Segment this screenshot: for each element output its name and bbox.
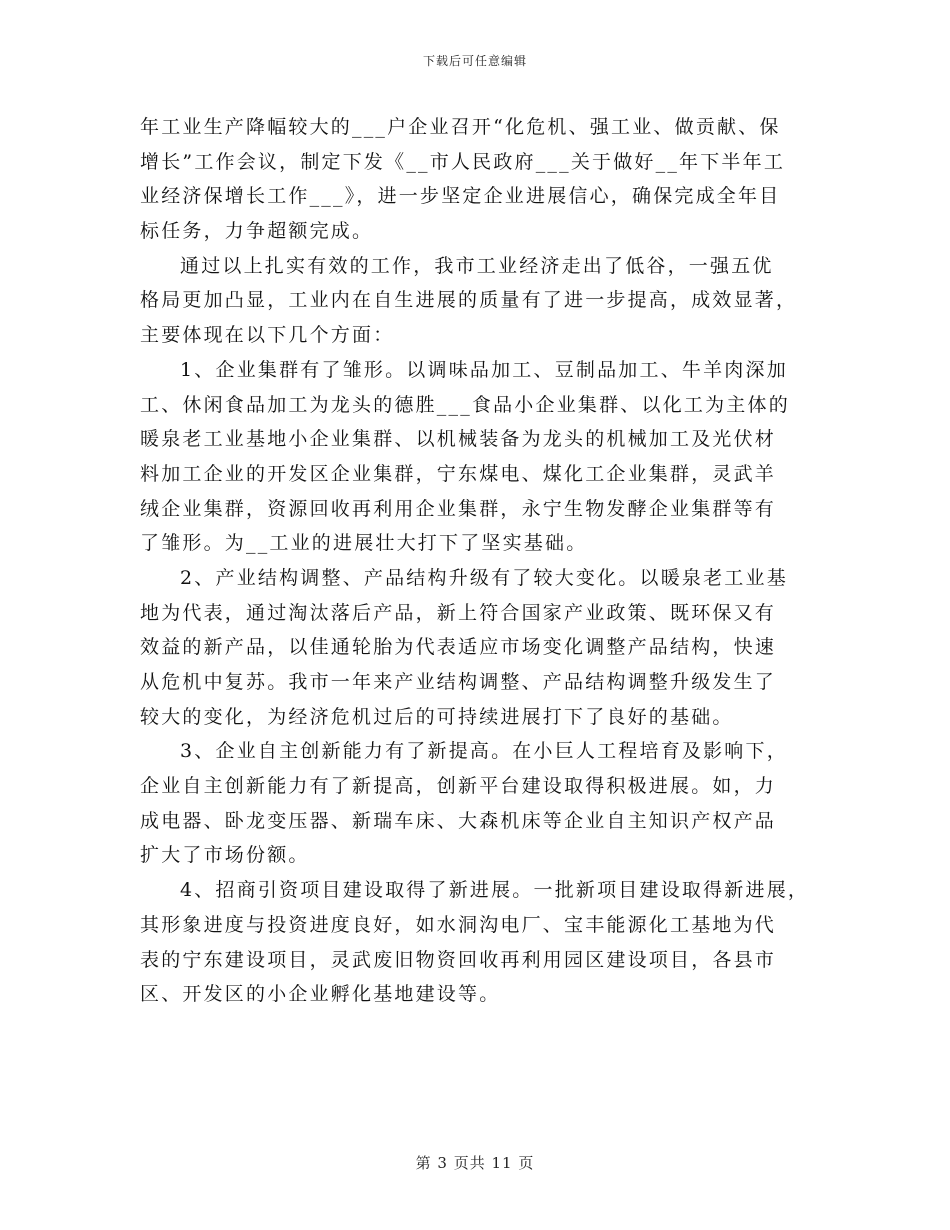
text-line: 业经济保增长工作___》，进一步坚定企业进展信心，确保完成全年目 bbox=[140, 185, 781, 208]
text-line: 绒企业集群，资源回收再利用企业集群，永宁生物发酵企业集群等有 bbox=[140, 497, 777, 520]
text-line: 扩大了市场份额。 bbox=[140, 844, 310, 867]
text-line: 其形象进度与投资进度良好，如水洞沟电厂、宝丰能源化工基地为代 bbox=[140, 913, 777, 936]
text-line: 暖泉老工业基地小企业集群、以机械装备为龙头的机械加工及光伏材 bbox=[140, 428, 777, 451]
text-line: 2、产业结构调整、产品结构升级有了较大变化。以暖泉老工业基 bbox=[180, 566, 788, 589]
text-line: 增长”工作会议，制定下发《__市人民政府___关于做好__年下半年工 bbox=[140, 150, 786, 173]
text-line: 1、企业集群有了雏形。以调味品加工、豆制品加工、牛羊肉深加 bbox=[180, 358, 788, 381]
text-line: 年工业生产降幅较大的___户企业召开“化危机、强工业、做贡献、保 bbox=[140, 116, 781, 138]
text-line: 表的宁东建设项目，灵武废旧物资回收再利用园区建设项目，各县市 bbox=[140, 948, 777, 971]
text-line: 了雏形。为__工业的进展壮大打下了坚实基础。 bbox=[140, 532, 588, 555]
text-line: 格局更加凸显，工业内在自生进展的质量有了进一步提高，成效显著， bbox=[140, 289, 798, 312]
text-line: 较大的变化，为经济危机过后的可持续进展打下了良好的基础。 bbox=[140, 705, 734, 728]
text-line: 通过以上扎实有效的工作，我市工业经济走出了低谷，一强五优 bbox=[180, 254, 774, 277]
page-header: 下载后可任意编辑 bbox=[422, 54, 527, 68]
text-line: 料加工企业的开发区企业集群，宁东煤电、煤化工企业集群，灵武羊 bbox=[140, 462, 777, 485]
text-line: 标任务，力争超额完成。 bbox=[140, 220, 374, 243]
text-line: 主要体现在以下几个方面： bbox=[140, 324, 395, 347]
text-line: 企业自主创新能力有了新提高，创新平台建设取得积极进展。如，力 bbox=[140, 775, 777, 798]
document-body bbox=[140, 110, 810, 1012]
text-line: 地为代表，通过淘汰落后产品，新上符合国家产业政策、既环保又有 bbox=[140, 601, 777, 624]
text-line: 4、招商引资项目建设取得了新进展。一批新项目建设取得新进展， bbox=[180, 879, 810, 902]
text-line: 工、休闲食品加工为龙头的德胜___食品小企业集群、以化工为主体的 bbox=[140, 393, 790, 416]
text-line: 成电器、卧龙变压器、新瑞车床、大森机床等企业自主知识产权产品 bbox=[140, 809, 777, 832]
page-footer: 第 3 页共 11 页 bbox=[415, 1154, 535, 1172]
text-line: 从危机中复苏。我市一年来产业结构调整、产品结构调整升级发生了 bbox=[140, 671, 777, 693]
text-line: 3、企业自主创新能力有了新提高。在小巨人工程培育及影响下， bbox=[180, 740, 788, 763]
text-line: 效益的新产品，以佳通轮胎为代表适应市场变化调整产品结构，快速 bbox=[140, 636, 777, 659]
text-line: 区、开发区的小企业孵化基地建设等。 bbox=[140, 983, 501, 1006]
